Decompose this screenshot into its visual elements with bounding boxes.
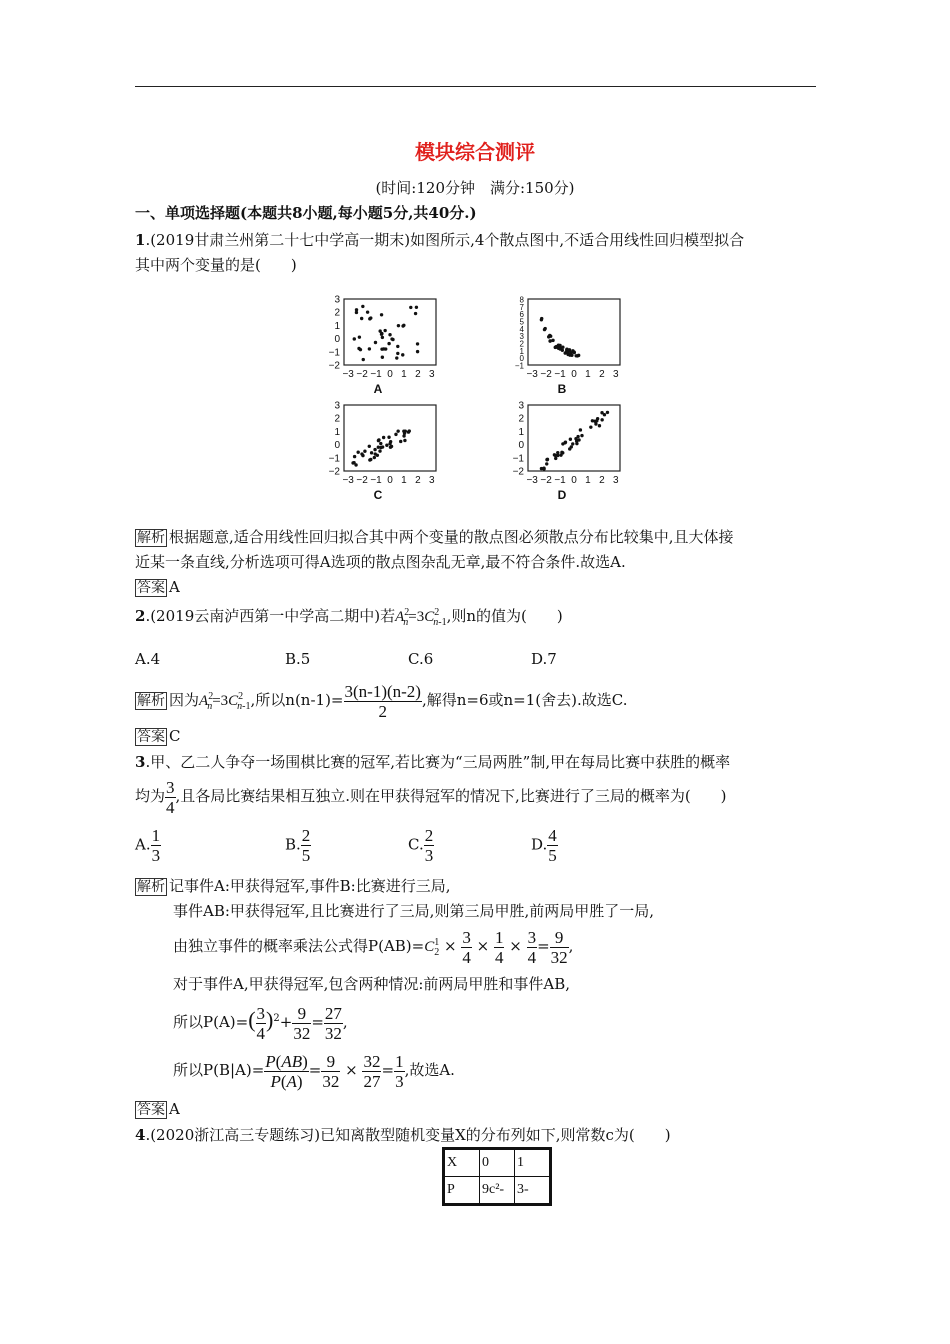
table-row <box>444 1149 551 1177</box>
x-tick-label: 0 <box>387 475 393 486</box>
scatter-point <box>390 445 393 448</box>
scatter-point <box>555 345 558 348</box>
scatter-point <box>540 467 543 470</box>
y-tick-label: 2 <box>334 307 340 319</box>
analysis-tag: 解析 <box>137 530 165 546</box>
scatter-point <box>403 439 406 442</box>
q1-analysis-line1: 解析 根据题意,适合用线性回归拟合其中两个变量的散点图必须散点分布比较集中,且大体接 <box>137 528 734 546</box>
section-heading: 一、单项选择题(本题共8小题,每小题5分,共40分.) <box>135 204 477 222</box>
scatter-point <box>377 438 380 441</box>
scatter-point <box>589 425 592 428</box>
scatter-point <box>579 428 582 431</box>
x-tick-label: 2 <box>415 369 421 380</box>
scatter-point <box>382 436 385 439</box>
scatter-point <box>369 458 372 461</box>
y-tick-label: −2 <box>328 466 340 478</box>
scatter-point <box>361 305 364 308</box>
scatter-point <box>546 458 549 461</box>
plot-label: D <box>557 488 567 502</box>
scatter-point <box>388 333 391 336</box>
y-tick-label: 3 <box>518 400 524 412</box>
scatter-point <box>573 351 576 354</box>
scatter-point <box>378 449 381 452</box>
scatter-point <box>394 433 397 436</box>
scatter-point <box>366 310 369 313</box>
q3-option-c: C. $\frac{2}{3}$ <box>408 826 434 865</box>
scatter-point <box>351 461 354 464</box>
scatter-point <box>560 451 563 454</box>
answer-tag: 答案 <box>137 729 165 745</box>
scatter-point <box>358 335 361 338</box>
y-tick-label: 6 <box>519 310 524 320</box>
x-tick-label: 1 <box>585 369 591 380</box>
scatter-point <box>391 338 394 341</box>
scatter-point <box>374 341 377 344</box>
distribution-table <box>442 1147 552 1206</box>
scatter-point <box>373 456 376 459</box>
table-row <box>444 1177 551 1205</box>
q3-answer: 答案 A <box>137 1100 180 1118</box>
y-tick-label: −1 <box>512 453 524 465</box>
scatter-point <box>378 329 381 332</box>
scatter-point <box>574 437 577 440</box>
y-tick-label: 2 <box>519 339 524 349</box>
scatter-point <box>387 342 390 345</box>
scatter-point <box>543 327 546 330</box>
scatter-point <box>598 424 601 427</box>
scatter-point <box>416 342 419 345</box>
table-cell: 3- <box>515 1177 551 1205</box>
scatter-point <box>401 353 404 356</box>
x-tick-label: −3 <box>526 369 538 380</box>
scatter-plots-figure <box>320 293 640 515</box>
x-tick-label: −2 <box>540 475 552 486</box>
scatter-point <box>540 317 543 320</box>
q4-stem: 4.(2020浙江高三专题练习)已知离散型随机变量X的分布列如下,则常数c为( ) <box>135 1126 671 1144</box>
scatter-point <box>570 445 573 448</box>
scatter-point <box>374 452 377 455</box>
scatter-point <box>409 306 412 309</box>
scatter-point <box>382 347 385 350</box>
scatter-point <box>381 356 384 359</box>
q2-analysis: 解析 因为$A^2_n=3C^2_{n-1}$,所以n(n-1)= $\frac{3(n-1)(n-2)}{2}$ ,解得n=6或n=1(舍去).故选C. <box>137 681 628 721</box>
analysis-tag: 解析 <box>137 693 165 709</box>
scatter-point <box>377 446 380 449</box>
x-tick-label: 1 <box>585 475 591 486</box>
scatter-point <box>561 442 564 445</box>
y-tick-label: 0 <box>334 440 340 452</box>
q2-option-d: D.7 <box>531 650 557 668</box>
scatter-point <box>396 345 399 348</box>
answer-tag: 答案 <box>137 1102 165 1118</box>
scatter-point <box>362 358 365 361</box>
scatter-point <box>403 432 406 435</box>
table-cell: 9c²- <box>480 1177 515 1205</box>
table-cell: P <box>444 1177 480 1205</box>
scatter-point <box>554 457 557 460</box>
scatter-point <box>571 442 574 445</box>
scatter-point <box>551 339 554 342</box>
q1-answer: 答案 A <box>137 578 180 596</box>
scatter-point <box>591 419 594 422</box>
scatter-point <box>397 324 400 327</box>
x-tick-label: −3 <box>342 475 354 486</box>
x-tick-label: 0 <box>387 369 393 380</box>
scatter-point <box>603 413 606 416</box>
y-tick-label: −1 <box>328 453 340 465</box>
header-rule <box>135 86 816 87</box>
scatter-point <box>565 350 568 353</box>
q3-analysis-line6: 所以P(B|A)= $\frac{P(AB)}{P(A)}$ = $\frac{9}{32}$ × $\frac{32}{27}$ = $\frac{1}{3}$ ,故选A. <box>173 1051 455 1091</box>
scatter-point <box>414 312 417 315</box>
scatter-point <box>379 442 382 445</box>
x-tick-label: 3 <box>613 475 619 486</box>
q3-line1: 3.甲、乙二人争夺一场围棋比赛的冠军,若比赛为“三局两胜”制,甲在每局比赛中获胜的概率 <box>135 753 731 771</box>
x-tick-label: 2 <box>415 475 421 486</box>
x-tick-label: −3 <box>526 475 538 486</box>
y-tick-label: 5 <box>519 317 524 327</box>
scatter-point <box>360 452 363 455</box>
scatter-point <box>401 324 404 327</box>
scatter-point <box>395 356 398 359</box>
y-tick-label: 0 <box>334 334 340 346</box>
scatter-point <box>577 438 580 441</box>
scatter-point <box>569 438 572 441</box>
y-tick-label: 7 <box>519 302 524 312</box>
scatter-point <box>354 463 357 466</box>
q3-option-b: B. $\frac{2}{5}$ <box>285 826 311 865</box>
scatter-point <box>606 411 609 414</box>
plot-frame <box>528 299 620 365</box>
y-tick-label: 3 <box>334 400 340 412</box>
q3-line2: 均为 $\frac{3}{4}$ ,且各局比赛结果相互独立.则在甲获得冠军的情况下,比赛进行了三局的概率为( ) <box>135 777 727 817</box>
x-tick-label: 3 <box>613 369 619 380</box>
y-tick-label: 2 <box>334 413 340 425</box>
q2-stem: 2.(2019云南泸西第一中学高二期中)若$A^2_n=3C^2_{n-1}$,则n的值为( ) <box>135 607 563 628</box>
x-tick-label: 3 <box>429 475 435 486</box>
scatter-point <box>548 334 551 337</box>
plot-label: C <box>373 488 383 502</box>
scatter-point <box>380 333 383 336</box>
scatter-point <box>415 306 418 309</box>
scatter-point <box>363 450 366 453</box>
analysis-tag: 解析 <box>137 879 165 895</box>
x-tick-label: −1 <box>370 475 382 486</box>
x-tick-label: −1 <box>554 369 566 380</box>
x-tick-label: 1 <box>401 475 407 486</box>
scatter-point <box>396 352 399 355</box>
scatter-point <box>399 440 402 443</box>
y-tick-label: 3 <box>519 332 524 342</box>
scatter-point <box>368 347 371 350</box>
q2-option-c: C.6 <box>408 650 434 668</box>
y-tick-label: −2 <box>512 466 524 478</box>
table-cell: X <box>444 1149 480 1177</box>
scatter-point <box>600 418 603 421</box>
q2-formula: $A^2_n=3C^2_{n-1}$ <box>395 607 447 628</box>
x-tick-label: 3 <box>429 369 435 380</box>
q1-line1: 1.(2019甘肃兰州第二十七中学高一期末)如图所示,4个散点图中,不适合用线性回归模型拟合 <box>135 231 745 249</box>
scatter-point <box>356 451 359 454</box>
scatter-point <box>568 348 571 351</box>
y-tick-label: −1 <box>514 361 524 371</box>
scatter-point <box>570 354 573 357</box>
q3-analysis-line1: 解析 记事件A:甲获得冠军,事件B:比赛进行三局, <box>137 877 451 895</box>
q3-analysis-line3: 由独立事件的概率乘法公式得$P(AB)=C^1_2$ × $\frac{3}{4}$ × $\frac{1}{4}$ × $\frac{3}{4}$ = $\frac{9}{32}$ , <box>173 927 574 967</box>
y-tick-label: 2 <box>518 413 524 425</box>
x-tick-label: −3 <box>342 369 354 380</box>
plot-frame <box>528 405 620 471</box>
y-tick-label: 1 <box>334 320 340 332</box>
y-tick-label: 0 <box>519 354 524 364</box>
x-tick-label: −2 <box>356 369 368 380</box>
q2-option-b: B.5 <box>285 650 311 668</box>
x-tick-label: −2 <box>356 475 368 486</box>
scatter-point <box>385 444 388 447</box>
y-tick-label: 4 <box>519 324 524 334</box>
y-tick-label: 3 <box>334 294 340 306</box>
scatter-point <box>359 348 362 351</box>
scatter-point <box>383 329 386 332</box>
scatter-point <box>548 339 551 342</box>
scatter-point <box>595 419 598 422</box>
scatter-point <box>360 317 363 320</box>
q1-line2: 其中两个变量的是( ) <box>135 256 297 274</box>
y-tick-label: 1 <box>519 346 524 356</box>
scatter-point <box>353 337 356 340</box>
table-cell: 1 <box>515 1149 551 1177</box>
y-tick-label: −1 <box>328 347 340 359</box>
q2-option-a: A.4 <box>135 650 161 668</box>
x-tick-label: −1 <box>370 369 382 380</box>
q3-analysis-line2: 事件AB:甲获得冠军,且比赛进行了三局,则第三局甲胜,前两局甲胜了一局, <box>173 902 654 920</box>
scatter-point <box>407 430 410 433</box>
scatter-point <box>574 354 577 357</box>
scatter-point <box>355 308 358 311</box>
scatter-point <box>575 442 578 445</box>
q2-answer: 答案 C <box>137 727 181 745</box>
plot-label: A <box>373 382 383 396</box>
y-tick-label: 8 <box>519 295 524 305</box>
q3-analysis-line5: 所以P(A)=( $\frac{3}{4}$ )$^2$+ $\frac{9}{32}$ = $\frac{27}{32}$ , <box>173 1003 348 1043</box>
scatter-point <box>396 429 399 432</box>
scatter-point <box>580 434 583 437</box>
y-tick-label: 1 <box>334 426 340 438</box>
scatter-point <box>368 317 371 320</box>
x-tick-label: 0 <box>571 475 577 486</box>
x-tick-label: 2 <box>599 369 605 380</box>
table-cell: 0 <box>480 1149 515 1177</box>
scatter-point <box>381 336 384 339</box>
x-tick-label: 0 <box>571 369 577 380</box>
x-tick-label: −2 <box>540 369 552 380</box>
scatter-point <box>380 313 383 316</box>
q1-analysis-line2: 近某一条直线,分析选项可得A选项的散点图杂乱无章,最不符合条件.故选A. <box>135 553 626 571</box>
scatter-point <box>387 436 390 439</box>
y-tick-label: 0 <box>518 440 524 452</box>
scatter-point <box>368 445 371 448</box>
q3-analysis-line4: 对于事件A,甲获得冠军,包含两种情况:前两局甲胜和事件AB, <box>173 975 571 993</box>
x-tick-label: 1 <box>401 369 407 380</box>
scatter-point <box>554 454 557 457</box>
scatter-point <box>353 455 356 458</box>
y-tick-label: 1 <box>518 426 524 438</box>
plot-label: B <box>557 382 567 396</box>
scatter-point <box>373 448 376 451</box>
scatter-point <box>370 451 373 454</box>
q3-option-d: D. $\frac{4}{5}$ <box>531 826 557 865</box>
q3-option-a: A. $\frac{1}{3}$ <box>135 826 161 865</box>
page-subtitle: (时间:120分钟 满分:150分) <box>375 179 575 197</box>
x-tick-label: 2 <box>599 475 605 486</box>
answer-tag: 答案 <box>137 580 165 596</box>
page-title: 模块综合测评 <box>415 140 535 164</box>
scatter-point <box>545 462 548 465</box>
scatter-point <box>416 350 419 353</box>
scatter-point <box>556 451 559 454</box>
y-tick-label: −2 <box>328 360 340 372</box>
x-tick-label: −1 <box>554 475 566 486</box>
scatter-point <box>558 347 561 350</box>
